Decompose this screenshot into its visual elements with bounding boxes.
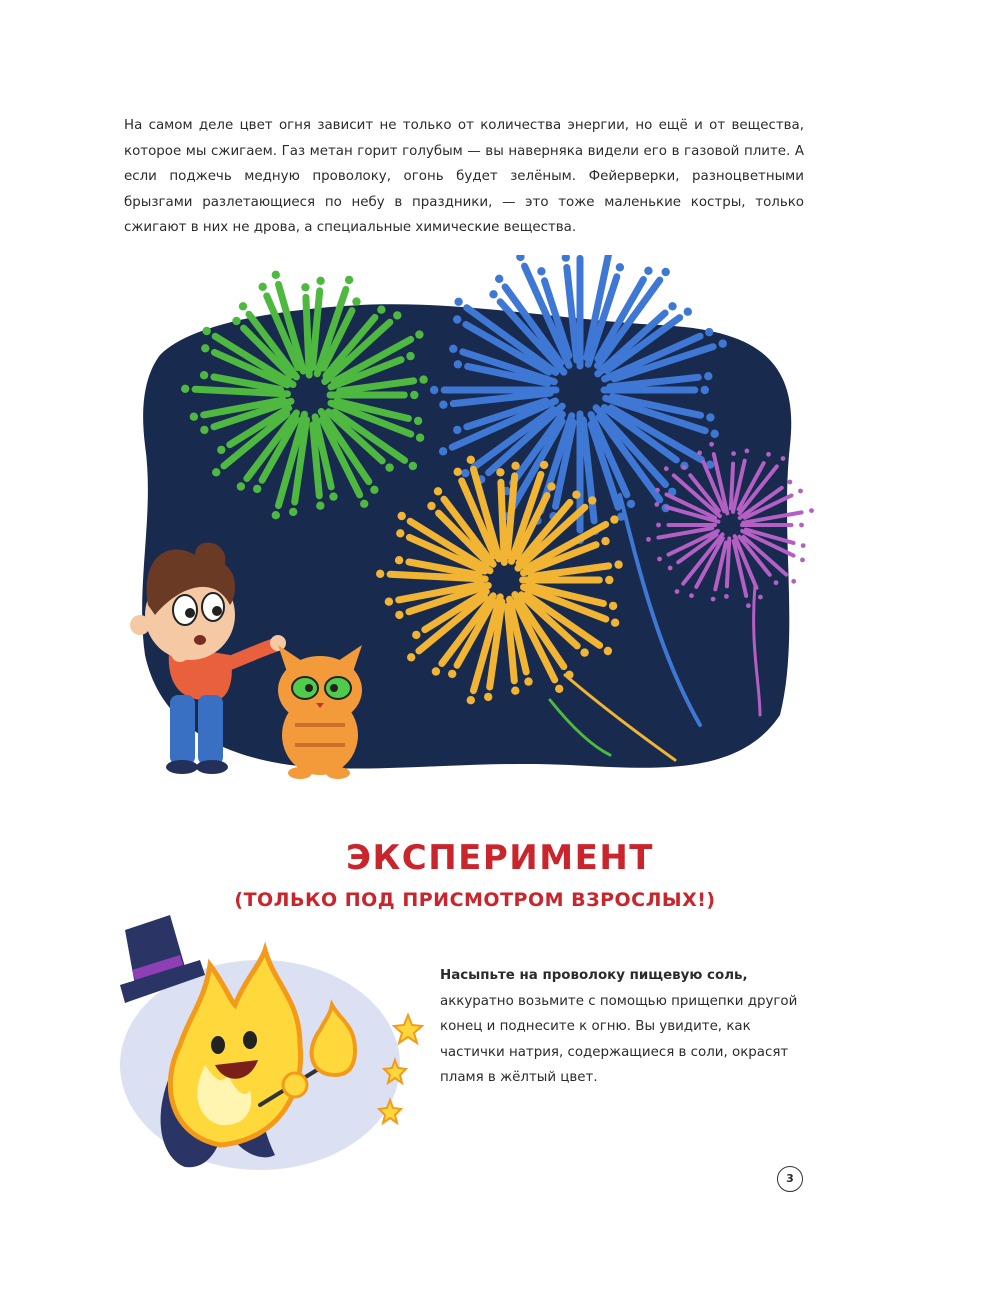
purple-firework-spark: [664, 466, 669, 471]
blue-firework-spark: [627, 500, 635, 508]
blue-firework-spark: [719, 339, 727, 347]
blue-firework-spark: [453, 426, 461, 434]
yellow-firework-spark: [427, 502, 435, 510]
purple-firework-spark: [746, 603, 751, 608]
yellow-firework-spark: [601, 537, 609, 545]
blue-firework-spark: [644, 267, 652, 275]
green-firework-spark: [316, 277, 324, 285]
yellow-firework-spark: [609, 602, 617, 610]
yellow-firework-spark: [496, 468, 504, 476]
green-firework-spark: [385, 463, 393, 471]
page-number: 3: [777, 1166, 803, 1192]
purple-firework-ray: [731, 464, 733, 509]
green-firework-spark: [259, 283, 267, 291]
yellow-firework-spark: [604, 647, 612, 655]
purple-firework-spark: [788, 480, 793, 485]
cat-character: [278, 645, 362, 779]
yellow-firework-spark: [611, 619, 619, 627]
fire-wizard-illustration: [110, 905, 430, 1180]
blue-firework-spark: [684, 308, 692, 316]
yellow-firework-spark: [385, 598, 393, 606]
yellow-firework-spark: [412, 631, 420, 639]
blue-firework-spark: [461, 469, 469, 477]
experiment-text-body: аккуратно возьмите с помощью прищепки другой конец и поднесите к огню. Вы увидите, как частички натрия, содержащиеся в соли, окрасят пламя в жёлтый цвет.: [440, 993, 798, 1085]
yellow-firework-spark: [434, 487, 442, 495]
purple-firework-spark: [675, 589, 680, 594]
green-firework-spark: [201, 344, 209, 352]
purple-firework-spark: [711, 597, 716, 602]
yellow-firework-spark: [407, 653, 415, 661]
purple-firework-spark: [731, 451, 736, 456]
green-firework-spark: [406, 352, 414, 360]
purple-firework-spark: [655, 488, 660, 493]
blue-firework-spark: [453, 315, 461, 323]
green-firework-spark: [377, 306, 385, 314]
green-firework-spark: [352, 297, 360, 305]
blue-firework-spark: [705, 328, 713, 336]
yellow-firework-spark: [610, 515, 618, 523]
purple-firework-spark: [809, 508, 814, 513]
blue-firework-spark: [668, 302, 676, 310]
yellow-firework-spark: [448, 670, 456, 678]
green-firework-spark: [203, 327, 211, 335]
green-firework-spark: [239, 302, 247, 310]
yellow-firework-spark: [454, 468, 462, 476]
green-firework-spark: [272, 271, 280, 279]
blue-firework-spark: [704, 372, 712, 380]
yellow-firework-spark: [511, 687, 519, 695]
purple-firework-spark: [689, 593, 694, 598]
yellow-firework-spark: [432, 667, 440, 675]
purple-firework-spark: [682, 465, 687, 470]
purple-firework-spark: [724, 594, 729, 599]
green-firework-spark: [414, 417, 422, 425]
purple-firework-spark: [709, 442, 714, 447]
blue-firework-spark: [537, 267, 545, 275]
yellow-firework-spark: [580, 648, 588, 656]
yellow-firework-spark: [396, 529, 404, 537]
blue-firework-spark: [662, 268, 670, 276]
green-firework-spark: [200, 371, 208, 379]
green-firework-spark: [409, 462, 417, 470]
purple-firework-spark: [697, 451, 702, 456]
yellow-firework-spark: [376, 570, 384, 578]
yellow-firework-spark: [555, 685, 563, 693]
blue-firework-spark: [495, 275, 503, 283]
purple-firework-spark: [791, 579, 796, 584]
purple-firework-spark: [758, 595, 763, 600]
experiment-heading: ЭКСПЕРИМЕНТ: [346, 838, 654, 878]
blue-firework-spark: [454, 298, 462, 306]
green-firework-ray: [306, 297, 309, 375]
yellow-firework-spark: [540, 461, 548, 469]
purple-firework-spark: [657, 557, 662, 562]
green-firework-spark: [393, 311, 401, 319]
purple-firework-spark: [781, 456, 786, 461]
blue-firework-spark: [449, 345, 457, 353]
yellow-firework-spark: [588, 496, 596, 504]
green-firework-spark: [181, 385, 189, 393]
blue-firework-spark: [701, 386, 709, 394]
green-firework-spark: [410, 391, 418, 399]
yellow-firework-spark: [467, 696, 475, 704]
blue-firework-spark: [489, 290, 497, 298]
green-firework-spark: [190, 413, 198, 421]
green-firework-spark: [212, 468, 220, 476]
yellow-firework-spark: [614, 560, 622, 568]
green-firework-spark: [232, 317, 240, 325]
green-firework-spark: [253, 485, 261, 493]
experiment-text: [440, 963, 802, 1091]
purple-firework-spark: [774, 580, 779, 585]
purple-firework-spark: [654, 502, 659, 507]
yellow-firework-spark: [524, 677, 532, 685]
purple-firework-spark: [800, 558, 805, 563]
green-firework-spark: [419, 375, 427, 383]
green-firework-spark: [370, 486, 378, 494]
yellow-firework-spark: [467, 456, 475, 464]
yellow-firework-spark: [395, 611, 403, 619]
green-firework-spark: [237, 482, 245, 490]
green-firework-spark: [272, 511, 280, 519]
yellow-firework-spark: [398, 512, 406, 520]
green-firework-spark: [360, 500, 368, 508]
purple-firework-spark: [766, 452, 771, 457]
green-firework-spark: [329, 492, 337, 500]
yellow-firework-spark: [395, 556, 403, 564]
green-firework-spark: [345, 276, 353, 284]
green-firework-spark: [415, 330, 423, 338]
blue-firework-spark: [706, 413, 714, 421]
purple-firework-spark: [801, 543, 806, 548]
night-sky: [142, 304, 791, 768]
green-firework-spark: [316, 502, 324, 510]
yellow-firework-spark: [572, 491, 580, 499]
blue-firework-spark: [430, 386, 438, 394]
green-firework-spark: [200, 426, 208, 434]
yellow-firework-spark: [605, 576, 613, 584]
yellow-firework-spark: [484, 693, 492, 701]
blue-firework-spark: [439, 447, 447, 455]
yellow-firework-ray: [501, 482, 504, 562]
purple-firework-spark: [646, 537, 651, 542]
blue-firework-spark: [516, 255, 524, 261]
purple-firework-spark: [799, 523, 804, 528]
fireworks-illustration: [100, 255, 820, 815]
green-firework-spark: [301, 283, 309, 291]
yellow-firework-spark: [547, 482, 555, 490]
experiment-subheading: (ТОЛЬКО ПОД ПРИСМОТРОМ ВЗРОСЛЫХ!): [234, 889, 716, 911]
green-firework-spark: [416, 434, 424, 442]
green-firework-spark: [289, 508, 297, 516]
purple-firework-spark: [656, 523, 661, 528]
purple-firework-spark: [745, 449, 750, 454]
blue-firework-spark: [562, 255, 570, 262]
purple-firework-spark: [798, 489, 803, 494]
blue-firework-spark: [454, 360, 462, 368]
blue-firework-spark: [439, 401, 447, 409]
experiment-text-lead: Насыпьте на проволоку пищевую соль,: [440, 968, 748, 983]
green-firework-spark: [217, 446, 225, 454]
intro-paragraph: На самом деле цвет огня зависит не только от количества энергии, но ещё и от вещества, которое мы сжигаем. Газ метан горит голубым — вы наверняка видели его в газовой плите. А если поджечь медную проволоку, огонь будет зелёным. Фейерверки, разноцветными брызгами разлетающиеся по небу в праздники, — это тоже маленькие костры, только сжигают в них не дрова, а специальные химические вещества.: [124, 118, 804, 235]
blue-firework-spark: [616, 263, 624, 271]
yellow-firework-spark: [511, 462, 519, 470]
purple-firework-spark: [668, 566, 673, 571]
blue-firework-spark: [711, 430, 719, 438]
